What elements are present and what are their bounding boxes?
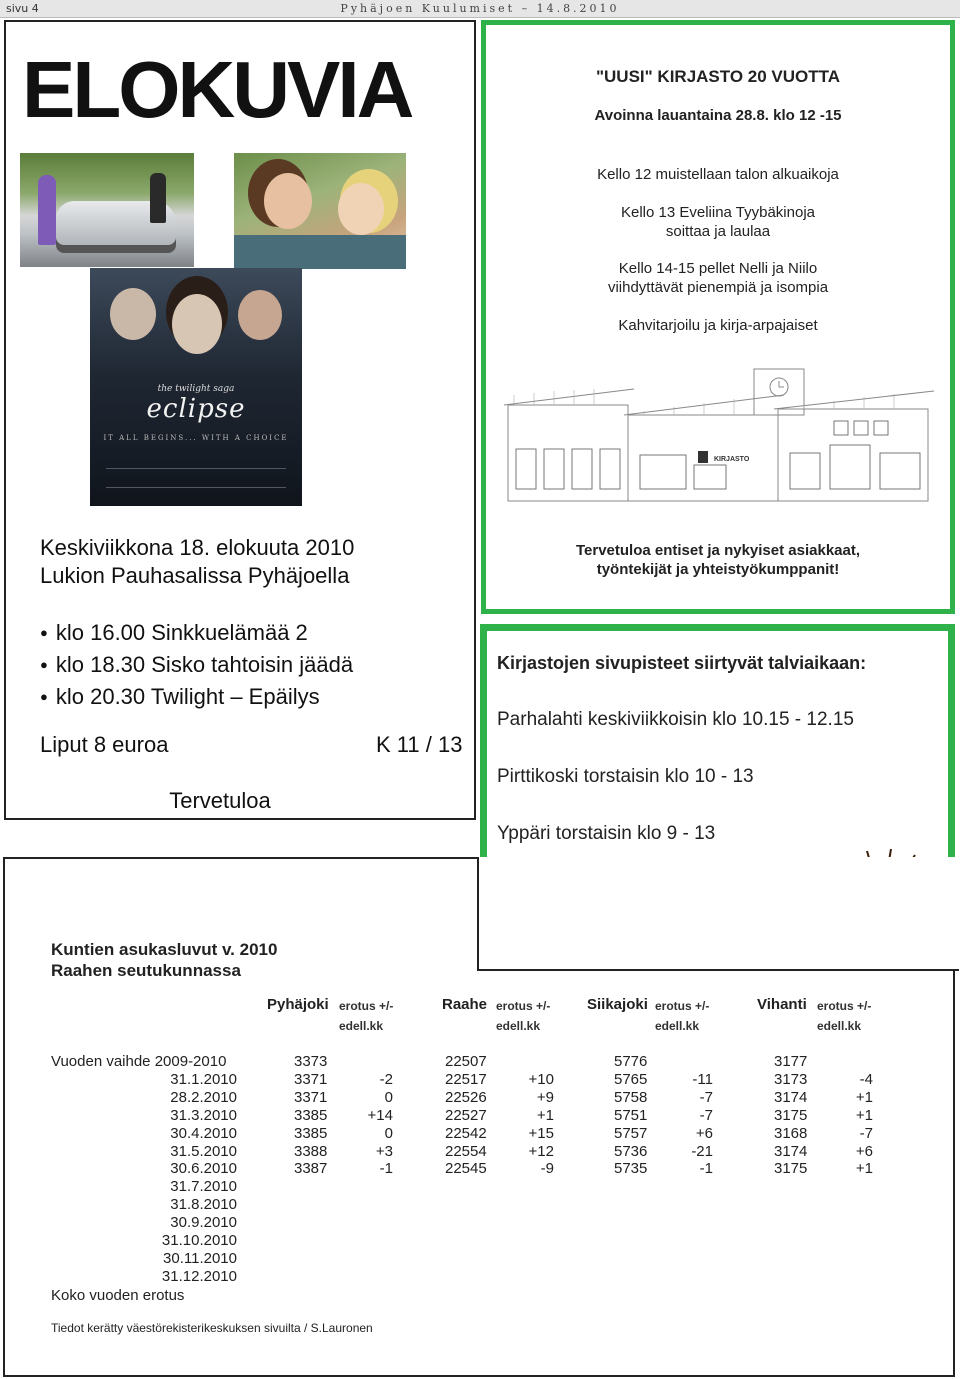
population-value: 22527 [445, 1106, 487, 1124]
population-value [614, 1196, 647, 1214]
table-row-date: 31.10.2010 [161, 1232, 237, 1250]
population-value [294, 1214, 327, 1232]
movies-ad [4, 20, 476, 820]
diff-value: +6 [855, 1142, 873, 1160]
raahe-population-column [445, 1053, 487, 1286]
population-value [614, 1250, 647, 1268]
program-line: viihdyttävät pienempiä ja isompia [607, 279, 829, 296]
diff-value [494, 1214, 554, 1232]
table-row-date: 30.9.2010 [170, 1214, 237, 1232]
diff-value [813, 1214, 873, 1232]
ticket-price: Liput 8 euroa [40, 732, 169, 757]
table-row-date: 30.11.2010 [163, 1249, 237, 1267]
population-value: 3385 [294, 1124, 328, 1142]
diff-value [333, 1268, 393, 1286]
population-value: 22545 [445, 1160, 487, 1178]
diff-value: +9 [536, 1088, 554, 1106]
population-value: 3371 [294, 1070, 328, 1088]
event-date-line: Keskiviikkona 18. elokuuta 2010 [40, 535, 355, 560]
diff-value: -7 [699, 1106, 713, 1124]
population-value: 3371 [294, 1088, 328, 1106]
diff-value [333, 1053, 393, 1071]
population-value: 3168 [774, 1124, 808, 1142]
branch-hours-line: Pirttikoski torstaisin klo 10 - 13 [497, 766, 754, 787]
year-total-label: Koko vuoden erotus [51, 1287, 185, 1304]
table-row-date: Vuoden vaihde 2009-2010 [51, 1053, 227, 1070]
diff-value [813, 1178, 873, 1196]
program-line: Kello 14-15 pellet Nelli ja Niilo [618, 260, 818, 277]
diff-value: +10 [528, 1070, 554, 1088]
population-value [774, 1268, 807, 1286]
diff-header-line: erotus +/- [496, 999, 551, 1013]
program-line: Kello 12 muistellaan talon alkuaikoja [597, 166, 839, 183]
diff-value: +6 [695, 1124, 713, 1142]
program-line: soittaa ja laulaa [665, 223, 771, 240]
population-value: 22554 [445, 1142, 487, 1160]
event-date [40, 534, 354, 590]
page-header [0, 0, 960, 18]
diff-header-line: edell.kk [339, 1019, 384, 1033]
diff-value: +14 [367, 1106, 393, 1124]
clothing-shape [234, 235, 406, 269]
population-value: 5751 [614, 1106, 648, 1124]
showing-item: ● klo 16.00 Sinkkuelämää 2 [40, 618, 353, 650]
diff-value [813, 1196, 873, 1214]
table-row-date: 31.8.2010 [170, 1196, 237, 1214]
population-value: 3175 [774, 1160, 808, 1178]
diff-value [653, 1250, 713, 1268]
poster-credits-block [106, 468, 286, 488]
poster-face-left [110, 288, 156, 340]
table-row-date: 31.5.2010 [170, 1142, 237, 1160]
poster-face-right [238, 290, 282, 340]
opening-hours: Avoinna lauantaina 28.8. klo 12 -15 [594, 107, 842, 124]
branch-hours-line: Yppäri torstaisin klo 9 - 13 [497, 823, 716, 844]
event-venue-line: Lukion Pauhasalissa Pyhäjoella [40, 563, 350, 588]
movies-heading: ELOKUVIA [22, 45, 412, 134]
library-anniversary-ad [481, 20, 955, 614]
diff-value [494, 1178, 554, 1196]
population-value [774, 1232, 807, 1250]
diff-value: -1 [379, 1160, 393, 1178]
age-rating: K 11 / 13 [376, 732, 463, 757]
diff-value: 0 [384, 1124, 393, 1142]
population-value [614, 1232, 647, 1250]
diff-header-line: erotus +/- [817, 999, 872, 1013]
diff-value: -4 [859, 1070, 873, 1088]
diff-header-line: erotus +/- [339, 999, 394, 1013]
diff-value [813, 1232, 873, 1250]
program-item [486, 203, 950, 241]
population-value [774, 1178, 807, 1196]
municipality-header: Raahe [442, 996, 488, 1013]
diff-value [653, 1196, 713, 1214]
diff-value [494, 1053, 554, 1071]
diff-value [333, 1214, 393, 1232]
eclipse-poster [90, 268, 302, 506]
anniversary-welcome [486, 541, 950, 579]
population-value [294, 1232, 327, 1250]
population-value: 3177 [774, 1053, 808, 1070]
population-value [294, 1250, 327, 1268]
diff-value [813, 1268, 873, 1286]
newsletter-title: Pyhäjoen Kuulumiset – 14.8.2010 [340, 2, 620, 15]
municipality-header: Pyhäjoki [267, 996, 329, 1013]
program-line: Kahvitarjoilu ja kirja-arpajaiset [618, 317, 818, 334]
municipality-header: Vihanti [757, 996, 807, 1013]
poster-face-center [172, 294, 222, 354]
diff-value [813, 1053, 873, 1071]
program-item [486, 165, 950, 184]
population-value: 5757 [614, 1124, 648, 1142]
diff-value [813, 1250, 873, 1268]
diff-value: +1 [855, 1088, 873, 1106]
girl-face-1 [264, 173, 312, 229]
population-value [445, 1232, 487, 1250]
table-row-date: 31.12.2010 [161, 1267, 237, 1285]
population-value [614, 1178, 647, 1196]
table-row-date: 28.2.2010 [170, 1088, 237, 1106]
poster-subtitle: the twilight saga [157, 384, 235, 394]
table-row-date: 30.6.2010 [170, 1160, 237, 1178]
library-building-drawing [504, 365, 936, 505]
population-value: 5776 [614, 1053, 648, 1070]
program-item [486, 316, 950, 335]
diff-value: +3 [375, 1142, 393, 1160]
diff-value: +1 [855, 1106, 873, 1124]
table-row-date: 31.1.2010 [170, 1070, 237, 1088]
building-sign-text: KIRJASTO [714, 456, 750, 463]
population-value: 22526 [445, 1088, 487, 1106]
welcome-line: Tervetuloa entiset ja nykyiset asiakkaat, [575, 542, 861, 559]
diff-value [333, 1250, 393, 1268]
population-value [774, 1214, 807, 1232]
diff-value [333, 1196, 393, 1214]
diff-value: -11 [692, 1070, 713, 1088]
table-row-date: 30.4.2010 [170, 1124, 237, 1142]
diff-value: -21 [691, 1142, 713, 1160]
diff-value [653, 1232, 713, 1250]
population-value [774, 1196, 807, 1214]
population-value: 5765 [614, 1070, 648, 1088]
siikajoki-diff-column [653, 1053, 713, 1286]
population-value [445, 1250, 487, 1268]
branches-title: Kirjastojen sivupisteet siirtyvät talviaikaan: [497, 653, 867, 673]
population-title-line: Raahen seutukunnassa [51, 961, 241, 980]
program-item [486, 259, 950, 297]
welcome-line: työntekijät ja yhteistyökumppanit! [596, 561, 840, 578]
diff-value [333, 1178, 393, 1196]
municipality-header: Siikajoki [587, 996, 648, 1013]
population-value [445, 1196, 487, 1214]
raahe-diff-column [494, 1053, 554, 1286]
diff-value [653, 1214, 713, 1232]
population-value [614, 1268, 647, 1286]
table-row-date: 31.3.2010 [170, 1106, 237, 1124]
diff-value: -1 [699, 1160, 713, 1178]
diff-value [653, 1268, 713, 1286]
diff-value: -7 [859, 1124, 873, 1142]
anniversary-title: "UUSI" KIRJASTO 20 VUOTTA [595, 67, 841, 86]
siikajoki-population-column [614, 1053, 647, 1286]
population-value: 5736 [614, 1142, 648, 1160]
population-value [294, 1268, 327, 1286]
diff-value: +12 [528, 1142, 554, 1160]
program-line: Kello 13 Eveliina Tyybäkinoja [620, 204, 815, 221]
movies-welcome: Tervetuloa [169, 788, 271, 813]
showing-item: ● klo 18.30 Sisko tahtoisin jäädä [40, 650, 353, 682]
diff-header [655, 996, 709, 1036]
population-value: 22507 [445, 1053, 487, 1070]
population-value: 3387 [294, 1160, 328, 1178]
girl-face-2 [338, 183, 384, 235]
diff-header-line: erotus +/- [655, 999, 710, 1013]
diff-value: -7 [699, 1088, 713, 1106]
page-number: sivu 4 [6, 2, 39, 15]
population-value: 22517 [445, 1070, 487, 1088]
population-table [3, 857, 955, 1377]
diff-value: +1 [536, 1106, 554, 1124]
population-title-line: Kuntien asukasluvut v. 2010 [51, 940, 278, 959]
diff-header [496, 996, 550, 1036]
diff-value: -9 [540, 1160, 554, 1178]
diff-header [339, 996, 393, 1036]
woman-figure [38, 175, 56, 245]
man-figure [150, 173, 166, 223]
diff-value: 0 [384, 1088, 393, 1106]
diff-value [494, 1196, 554, 1214]
vihanti-diff-column [813, 1053, 873, 1286]
population-value: 3173 [774, 1070, 808, 1088]
data-source-note: Tiedot kerätty väestörekisterikeskuksen sivuilta / S.Lauronen [51, 1321, 373, 1335]
population-value: 22542 [445, 1124, 487, 1142]
population-value: 5758 [614, 1088, 648, 1106]
vihanti-population-column [774, 1053, 807, 1286]
population-value: 3175 [774, 1106, 808, 1124]
date-column [51, 1053, 237, 1286]
population-value [445, 1268, 487, 1286]
population-value: 3388 [294, 1142, 328, 1160]
showings-list [40, 618, 353, 714]
diff-value [494, 1268, 554, 1286]
diff-value: +1 [855, 1160, 873, 1178]
population-value: 3373 [294, 1053, 328, 1070]
diff-value [494, 1250, 554, 1268]
population-value [445, 1178, 487, 1196]
population-value [445, 1214, 487, 1232]
population-value: 3174 [774, 1088, 808, 1106]
diff-header [817, 996, 871, 1036]
diff-header-line: edell.kk [655, 1019, 700, 1033]
diff-value [333, 1232, 393, 1250]
population-value [614, 1214, 647, 1232]
pyhajoki-diff-column [333, 1053, 393, 1286]
diff-value [494, 1232, 554, 1250]
population-value [774, 1250, 807, 1268]
pyhajoki-population-column [294, 1053, 327, 1286]
diff-header-line: edell.kk [817, 1019, 862, 1033]
population-title [51, 939, 277, 981]
diff-header-line: edell.kk [496, 1019, 541, 1033]
poster-title: eclipse [146, 394, 246, 424]
poster-tagline: IT ALL BEGINS... WITH A CHOICE [103, 434, 289, 442]
population-value [294, 1196, 327, 1214]
movie-still-sisters-photo [234, 153, 406, 269]
table-row-date: 31.7.2010 [170, 1178, 237, 1196]
branch-hours-line: Parhalahti keskiviikkoisin klo 10.15 - 12.15 [497, 709, 854, 730]
movie-still-car-photo [20, 153, 194, 267]
population-value: 5735 [614, 1160, 648, 1178]
diff-value: -2 [379, 1070, 393, 1088]
showing-item: ● klo 20.30 Twilight – Epäilys [40, 682, 353, 714]
population-value: 3174 [774, 1142, 808, 1160]
diff-value: +15 [528, 1124, 554, 1142]
population-value [294, 1178, 327, 1196]
diff-value [653, 1178, 713, 1196]
diff-value [653, 1053, 713, 1071]
panel-cutout [477, 857, 959, 971]
population-value: 3385 [294, 1106, 328, 1124]
